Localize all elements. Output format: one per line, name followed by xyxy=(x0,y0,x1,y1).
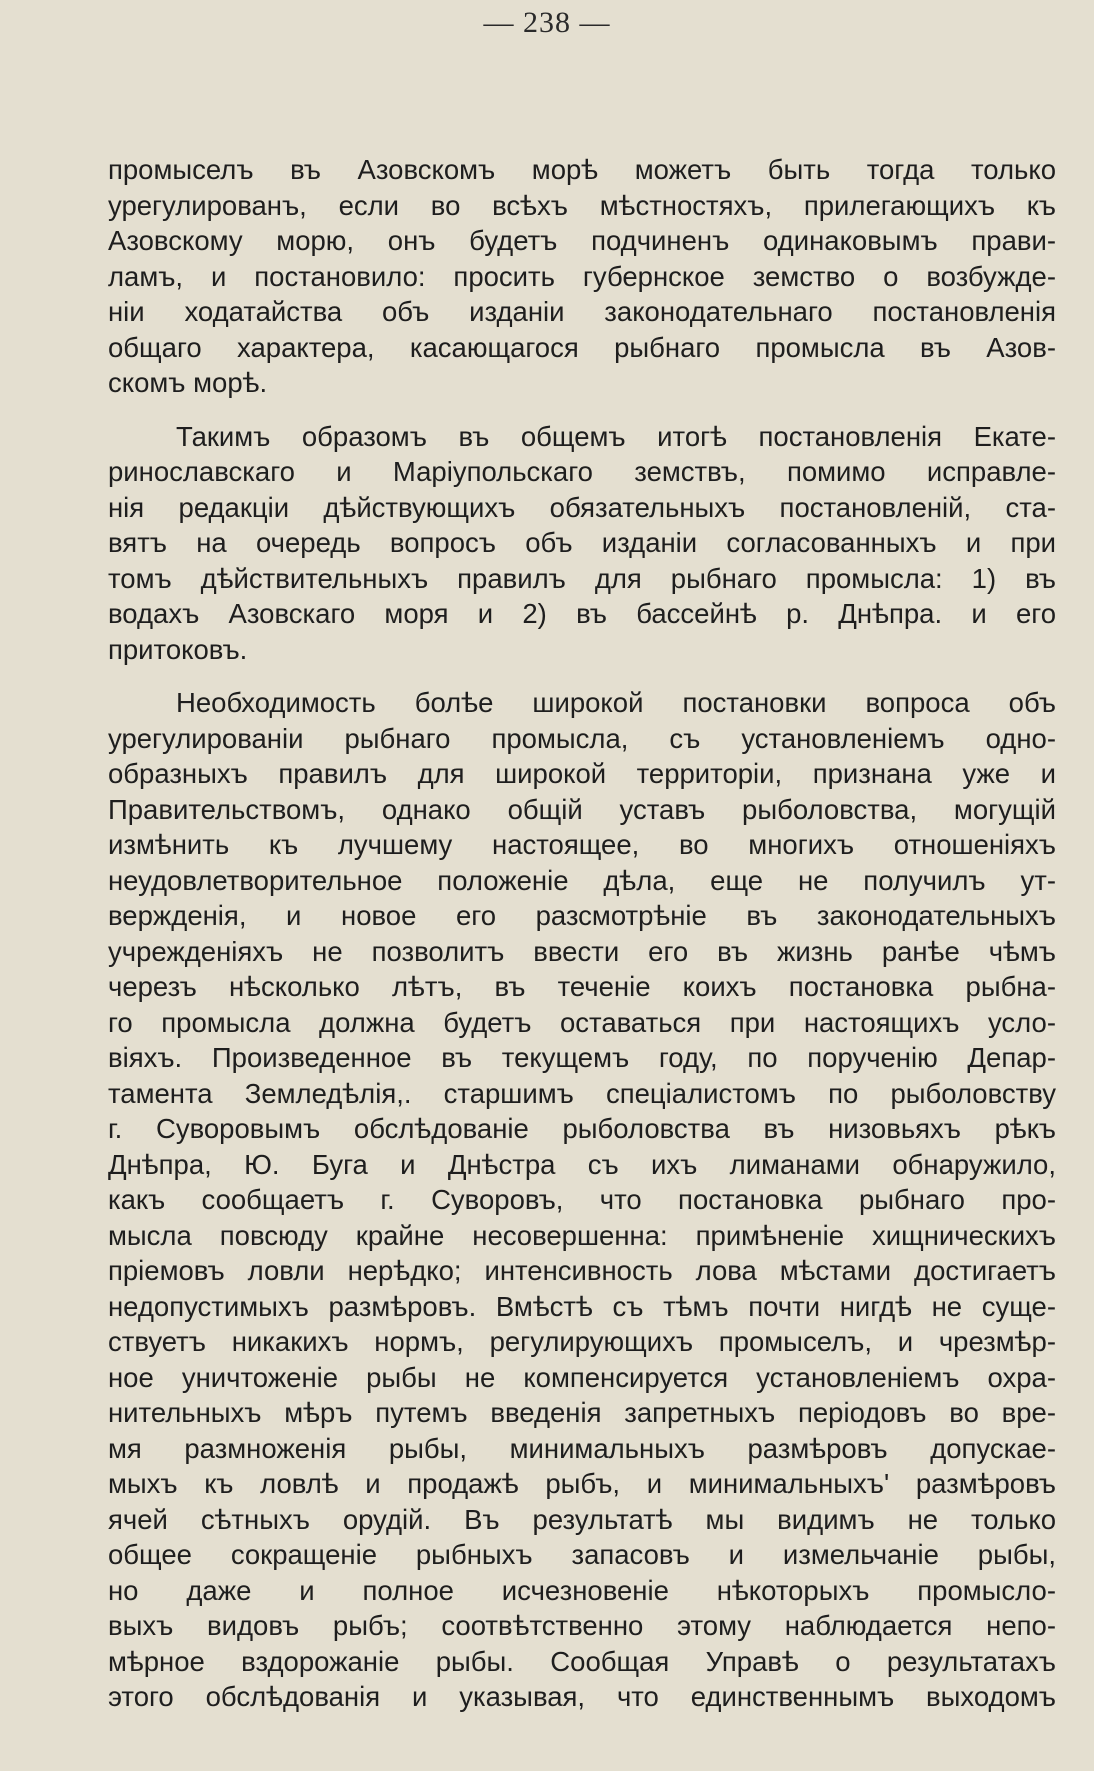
text-line: нительныхъ мѣръ путемъ введенія запретныхъ періодовъ во вре- xyxy=(108,1397,1056,1428)
text-line: урегулированъ, если во всѣхъ мѣстностяхъ, прилегающихъ къ xyxy=(108,189,1056,221)
text-line: общаго характера, касающагося рыбнаго промысла въ Азов- xyxy=(108,331,1056,363)
text-line: мысла повсюду крайне несовершенна: примѣненіе хищническихъ xyxy=(108,1219,1056,1251)
text-line: Необходимость болѣе широкой постановки вопроса объ xyxy=(176,687,1056,718)
text-line: Азовскому морю, онъ будетъ подчиненъ одинаковымъ прави- xyxy=(108,225,1056,256)
text-line: мыхъ къ ловлѣ и продажѣ рыбъ, и минимальныхъ' размѣровъ xyxy=(108,1468,1056,1499)
page-number: — 238 — xyxy=(483,6,611,39)
text-line: но даже и полное исчезновеніе нѣкоторыхъ промысло- xyxy=(108,1574,1056,1606)
text-line: вержденія, и новое его разсмотрѣніе въ законодательныхъ xyxy=(108,900,1056,931)
text-line: Днѣпра, Ю. Буга и Днѣстра съ ихъ лиманами обнаружило, xyxy=(108,1148,1056,1180)
text-line: ствуетъ никакихъ нормъ, регулирующихъ промыселъ, и чрезмѣр- xyxy=(108,1326,1056,1357)
text-line: ячей сѣтныхъ орудій. Въ результатѣ мы видимъ не только xyxy=(108,1503,1056,1535)
text-line: го промысла должна будетъ оставаться при настоящихъ усло- xyxy=(108,1006,1056,1038)
text-line: притоковъ. xyxy=(108,633,248,665)
text-line: ринославскаго и Марiупольскаго земствъ, помимо исправле- xyxy=(108,456,1056,487)
text-line: учрежденiяхъ не позволитъ ввести его въ жизнь ранѣе чѣмъ xyxy=(108,935,1056,967)
text-line: этого обслѣдованія и указывая, что единственнымъ выходомъ xyxy=(108,1681,1056,1712)
text-line: віяхъ. Произведенное въ текущемъ году, по порученію Депар- xyxy=(108,1042,1056,1073)
text-line: общее сокращеніе рыбныхъ запасовъ и измельчаніе рыбы, xyxy=(108,1539,1056,1570)
text-line: тамента Земледѣлія,. старшимъ спеціалистомъ по рыболовству xyxy=(108,1077,1056,1109)
text-line: нія редакціи дѣйствующихъ обязательныхъ постановленій, ста- xyxy=(108,491,1056,523)
text-line: пріемовъ ловли нерѣдко; интенсивность лова мѣстами достигаетъ xyxy=(108,1255,1056,1286)
text-line: промыселъ въ Азовскомъ морѣ можетъ быть тогда только xyxy=(108,154,1056,185)
text-line: нiи ходатайства объ изданiи законодательнаго постановленія xyxy=(108,296,1056,327)
text-line: ламъ, и постановило: просить губернское земство о возбужде- xyxy=(108,260,1056,292)
text-line: неудовлетворительное положеніе дѣла, еще не получилъ ут- xyxy=(108,864,1056,896)
text-line: какъ сообщаетъ г. Суворовъ, что постановка рыбнаго про- xyxy=(108,1184,1056,1215)
text-line: томъ дѣйствительныхъ правилъ для рыбнаго промысла: 1) въ xyxy=(108,562,1056,594)
text-line: мѣрное вздорожаніе рыбы. Сообщая Управѣ о результатахъ xyxy=(108,1645,1056,1677)
text-line: вятъ на очередь вопросъ объ изданiи согласованныхъ и при xyxy=(108,527,1056,558)
paragraph-3 xyxy=(108,685,1056,1715)
text-line: мя размноженія рыбы, минимальныхъ размѣровъ допускае- xyxy=(108,1432,1056,1464)
paragraph-2 xyxy=(108,419,1056,668)
text-line: выхъ видовъ рыбъ; соотвѣтственно этому наблюдается непо- xyxy=(108,1610,1056,1641)
text-line: г. Суворовымъ обслѣдованіе рыболовства въ низовьяхъ рѣкъ xyxy=(108,1113,1056,1144)
paragraph-1 xyxy=(108,152,1056,401)
text-line: недопустимыхъ размѣровъ. Вмѣстѣ съ тѣмъ почти нигдѣ не суще- xyxy=(108,1290,1056,1322)
text-line: черезъ нѣсколько лѣтъ, въ теченіе коихъ постановка рыбна- xyxy=(108,971,1056,1002)
text-line: Такимъ образомъ въ общемъ итогѣ постановленія Екате- xyxy=(176,420,1056,452)
body-text xyxy=(108,152,1056,1715)
text-line: водахъ Азовскаго моря и 2) въ бассейнѣ р. Днѣпра. и его xyxy=(108,598,1056,629)
text-line: образныхъ правилъ для широкой территоріи, признана уже и xyxy=(108,758,1056,789)
text-line: скомъ морѣ. xyxy=(108,367,268,398)
text-line: урегулированiи рыбнаго промысла, съ установленіемъ одно- xyxy=(108,722,1056,754)
text-line: ное уничтоженіе рыбы не компенсируется установленіемъ охра- xyxy=(108,1361,1056,1393)
text-line: измѣнить къ лучшему настоящее, во многихъ отношеніяхъ xyxy=(108,829,1056,860)
text-line: Правительствомъ, однако общій уставъ рыболовства, могущій xyxy=(108,793,1056,825)
